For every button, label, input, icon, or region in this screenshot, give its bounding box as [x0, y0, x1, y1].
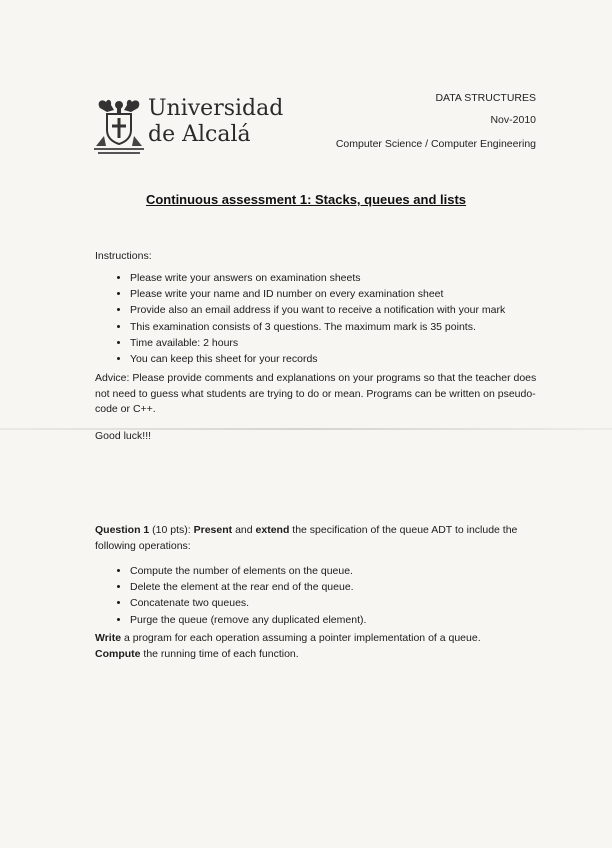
compute-verb: Compute [95, 647, 141, 660]
question-1-verb-present: Present [193, 524, 233, 536]
compute-instruction: the running time of each function. [140, 647, 299, 660]
list-item: • This examination consists of 3 questions. The maximum mark is 35 points. [130, 319, 570, 335]
question-1-verb-extend: extend [255, 524, 290, 536]
list-item: • Compute the number of elements on the queue. [130, 563, 570, 579]
question-1-task [95, 631, 545, 662]
question-1-description: the specification of the queue ADT to include the following operations: [95, 524, 518, 552]
university-name [148, 96, 283, 148]
list-item: • Please write your answers on examination sheets [130, 270, 570, 286]
university-logo [92, 96, 292, 160]
list-item: • You can keep this sheet for your records [130, 351, 570, 367]
university-name-line2: de Alcalá [148, 122, 251, 147]
exam-title: Continuous assessment 1: Stacks, queues and lists [145, 192, 467, 207]
list-item: • Provide also an email address if you want to receive a notification with your mark [130, 302, 570, 318]
write-verb: Write [95, 632, 122, 644]
question-1-and: and [232, 524, 256, 536]
course-subject: DATA STRUCTURES [435, 92, 536, 104]
question-1-points: (10 pts): [149, 524, 194, 536]
exam-date: Nov-2010 [490, 114, 536, 126]
list-item: • Concatenate two queues. [130, 595, 570, 611]
question-1-text [95, 523, 545, 554]
course-header [336, 92, 536, 150]
course-degree: Computer Science / Computer Engineering [335, 138, 536, 150]
question-1-label: Question 1 [95, 524, 150, 536]
instructions-list [113, 270, 570, 367]
university-crest-icon [92, 96, 146, 156]
list-item: • Time available: 2 hours [130, 335, 570, 351]
university-name-line1: Universidad [148, 96, 284, 121]
list-item: • Delete the element at the rear end of the queue. [130, 579, 570, 595]
write-instruction: a program for each operation assuming a pointer implementation of a queue. [121, 632, 481, 644]
list-item: • Purge the queue (remove any duplicated element). [130, 612, 570, 628]
good-luck-text: Good luck!!! [95, 430, 152, 442]
advice-paragraph: Advice: Please provide comments and explanations on your programs so that the teacher does not need to guess what students are trying to do or mean. Programs can be written on pseudo-code or C++. [95, 372, 537, 415]
instructions-label: Instructions: [95, 250, 152, 262]
list-item: • Please write your name and ID number on every examination sheet [130, 286, 570, 302]
question-1-operations-list [113, 563, 570, 628]
